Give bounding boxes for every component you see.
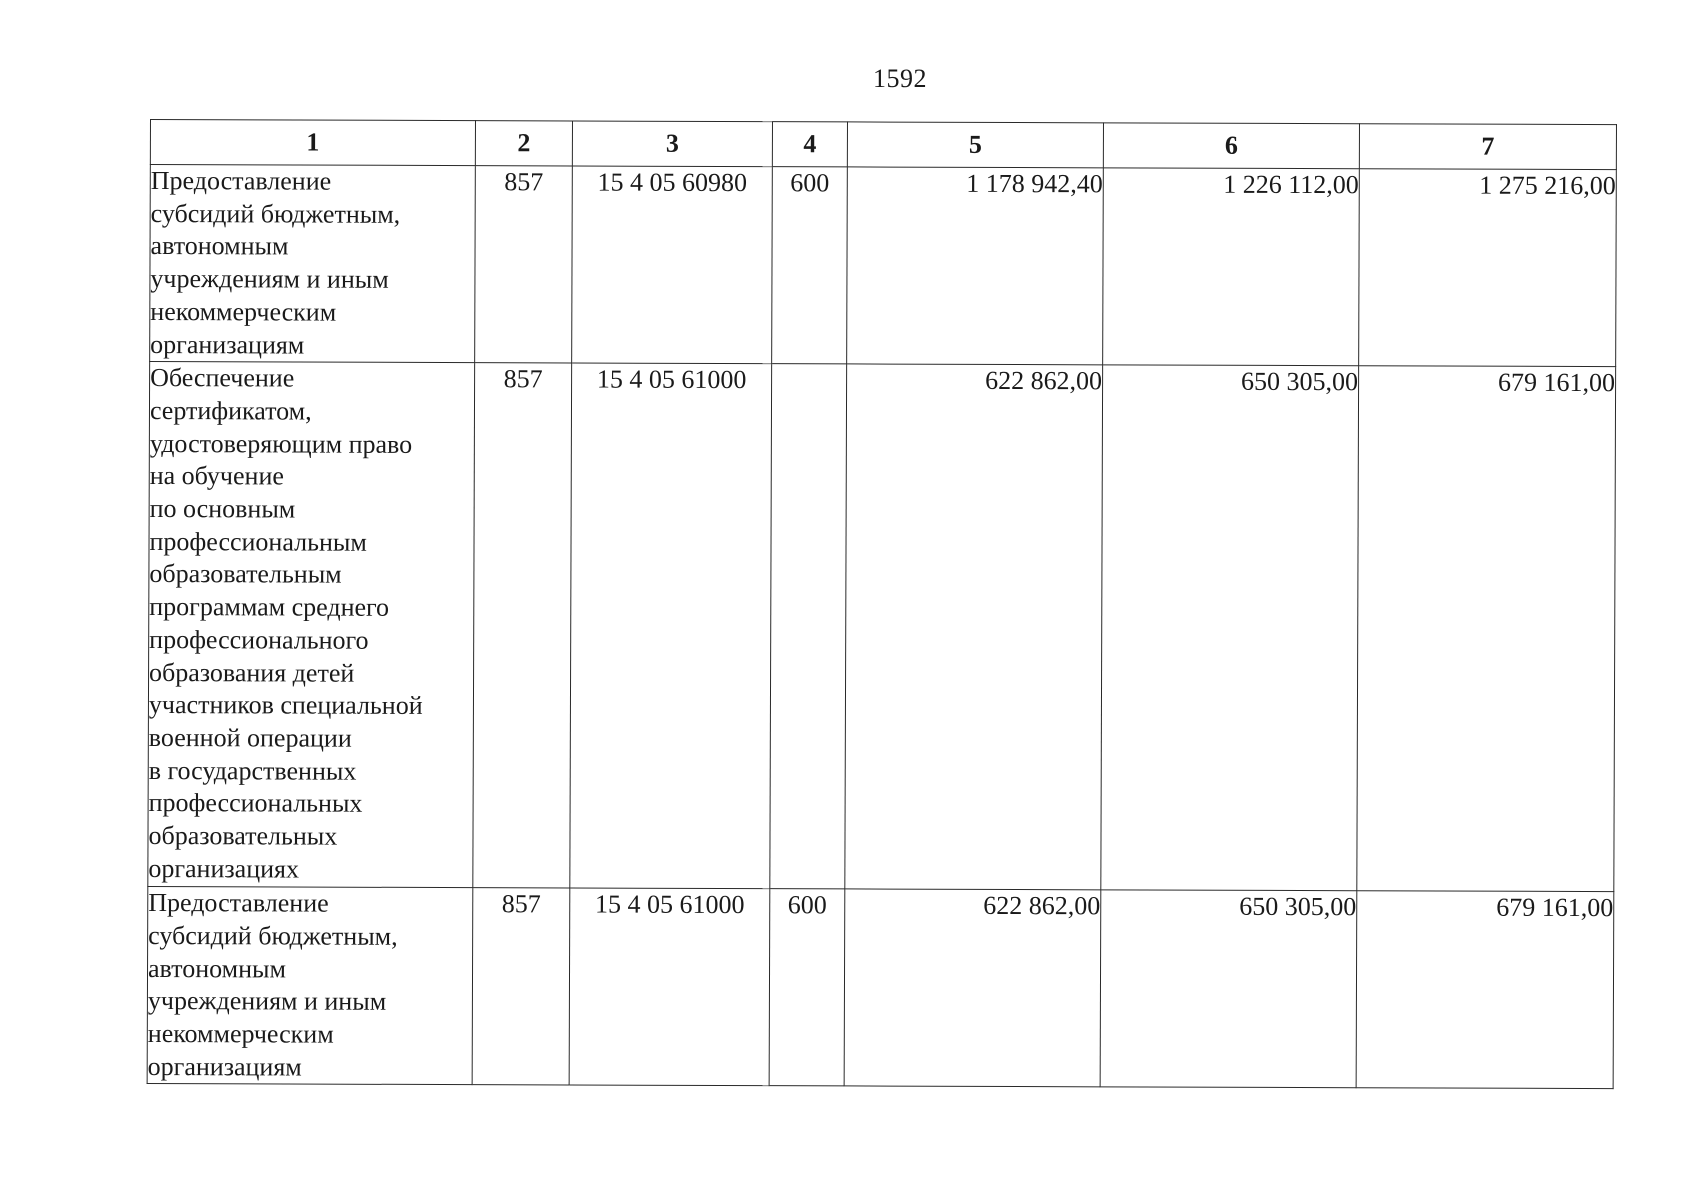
cell-code-2: 857 xyxy=(473,363,572,888)
header-row xyxy=(150,120,1616,170)
cell-code-2: 857 xyxy=(472,888,570,1086)
cell-code-4: 600 xyxy=(769,889,845,1086)
cell-code-4 xyxy=(770,364,847,889)
cell-code-3: 15 4 05 61000 xyxy=(569,888,770,1086)
budget-table xyxy=(147,119,1617,1090)
cell-amount-6: 1 226 112,00 xyxy=(1103,168,1360,366)
table-row xyxy=(148,362,1616,892)
description-text: Предоставление субсидий бюджетным, автономным учреждениям и иным некоммерческим организациям xyxy=(147,888,398,1082)
table-body xyxy=(147,165,1616,1090)
row-description xyxy=(148,362,475,888)
cell-amount-5: 622 862,00 xyxy=(844,889,1101,1087)
table-row xyxy=(150,165,1617,367)
header-col-6: 6 xyxy=(1103,123,1359,169)
page-number: 1592 xyxy=(873,64,927,93)
cell-code-2: 857 xyxy=(475,166,573,364)
table-header xyxy=(150,120,1616,170)
row-description xyxy=(150,165,476,363)
table-row xyxy=(147,887,1614,1089)
header-col-7: 7 xyxy=(1359,124,1616,170)
header-col-4: 4 xyxy=(772,122,847,167)
header-col-5: 5 xyxy=(847,122,1103,168)
header-col-2: 2 xyxy=(475,121,572,166)
cell-amount-5: 1 178 942,40 xyxy=(847,167,1104,365)
header-col-3: 3 xyxy=(572,121,772,167)
description-text: Предоставление субсидий бюджетным, автономным учреждениям и иным некоммерческим организациям xyxy=(150,166,401,360)
cell-amount-5: 622 862,00 xyxy=(845,364,1103,890)
cell-code-3: 15 4 05 60980 xyxy=(572,166,773,364)
cell-amount-7: 679 161,00 xyxy=(1357,366,1616,892)
header-col-1: 1 xyxy=(150,120,475,166)
cell-amount-7: 679 161,00 xyxy=(1356,891,1614,1089)
cell-amount-6: 650 305,00 xyxy=(1100,890,1357,1088)
cell-amount-6: 650 305,00 xyxy=(1101,365,1359,891)
cell-code-3: 15 4 05 61000 xyxy=(570,363,772,889)
cell-amount-7: 1 275 216,00 xyxy=(1359,169,1617,367)
description-text: Обеспечение сертификатом, удостоверяющим право на обучение по основным профессиональным образовательным программам среднего профессионального образования детей участников специальной военной операции в государственных профессиональных образовательных организациях xyxy=(148,363,423,884)
row-description xyxy=(147,887,473,1085)
cell-code-4: 600 xyxy=(772,167,848,364)
